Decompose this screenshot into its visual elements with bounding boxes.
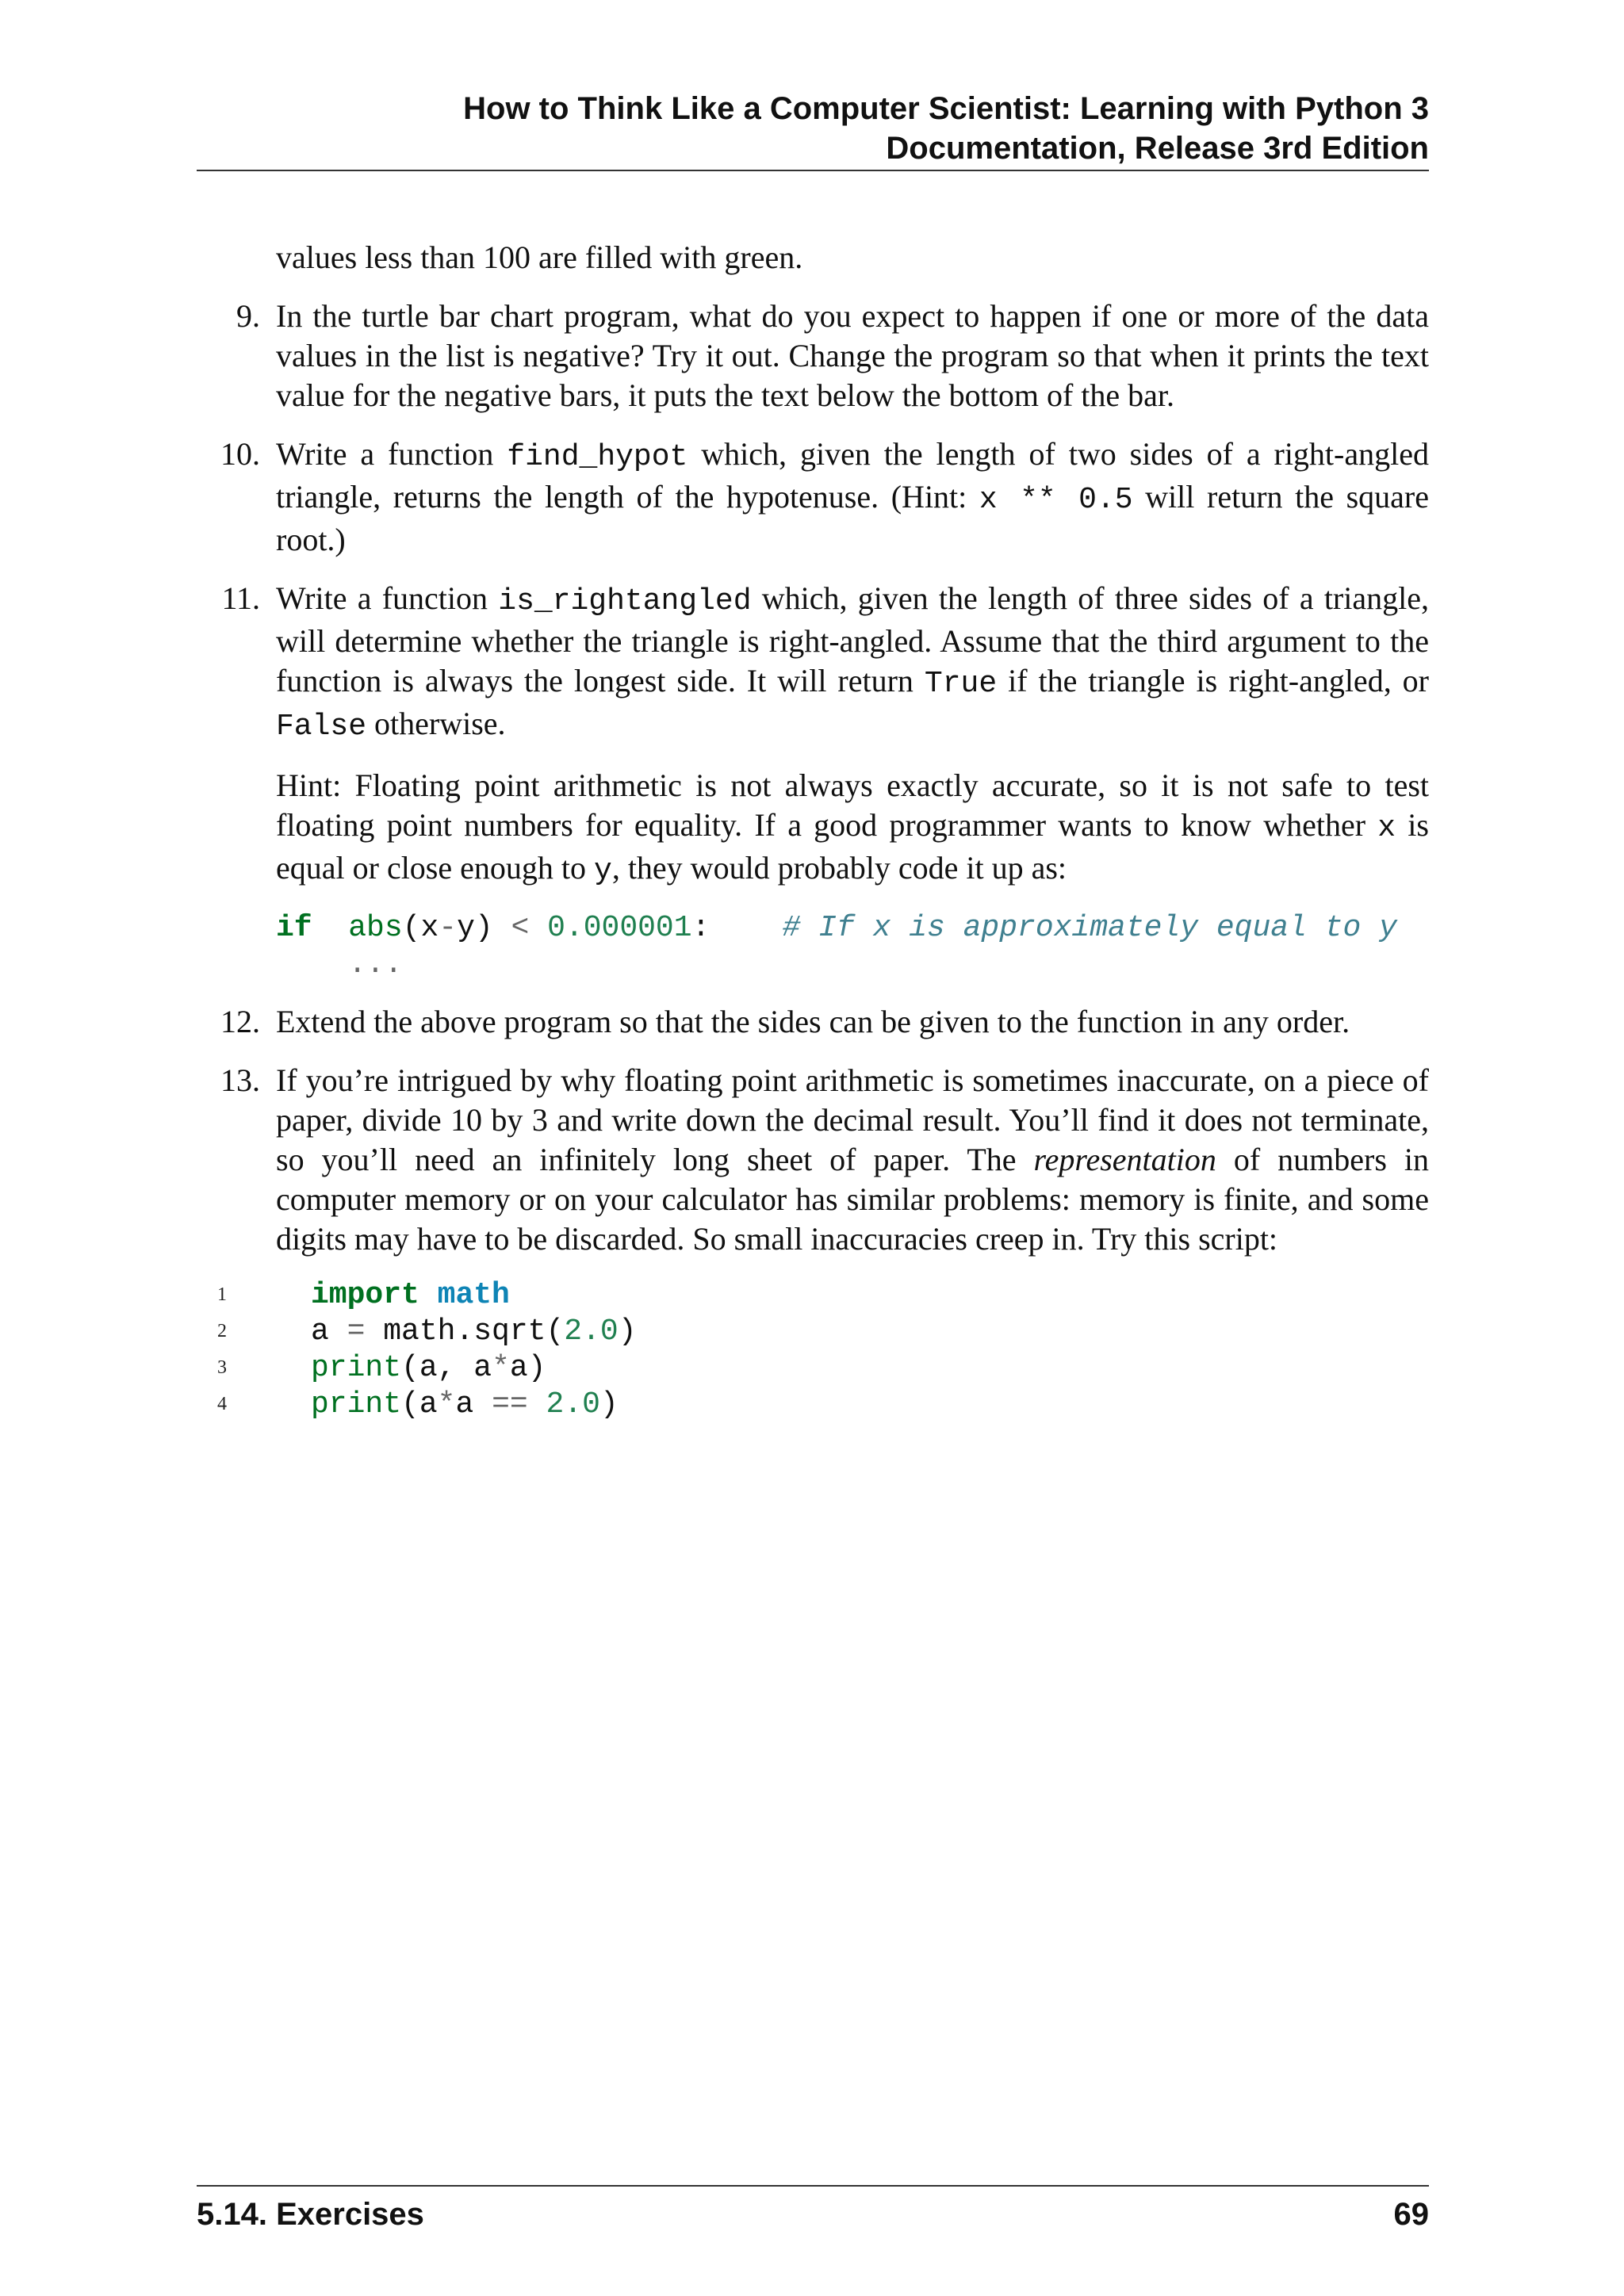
number-literal: 2.0 [564,1314,619,1349]
inline-code: False [276,710,367,744]
ellipsis: ... [348,947,403,982]
code-text: (a [401,1387,438,1422]
operator: - [439,911,458,945]
text-run: otherwise. [366,706,506,741]
exercise-list [197,238,1429,1278]
code-text: ) [618,1314,637,1349]
code-comment: # If x is approximately equal to y [782,911,1397,945]
inline-code: x ** 0.5 [979,483,1133,517]
text-run: is equal or close enough to [276,807,1429,886]
text-run: will return the square root.) [276,479,1430,557]
code-text: (x [402,911,439,945]
exercise-text: Extend the above program so that the sides can be given to the function in any order. [276,1004,1350,1039]
running-header [197,89,1429,168]
module-name: math [437,1277,510,1312]
line-number: 2 [217,1320,227,1341]
operator: = [347,1314,366,1349]
keyword: import [311,1277,419,1312]
code-line [197,1349,1429,1386]
emphasis: representation [1033,1142,1216,1177]
exercise-number: 10. [220,436,260,472]
text-run: Write a function [276,436,508,472]
operator: < [511,911,530,945]
inline-code: is_rightangled [498,584,752,618]
text-run: of numbers in computer memory or on your calculator has similar problems: memory is finite, and some digits may have to be discarded. So small inaccuracies creep in. Try this script: [276,1142,1430,1257]
code-text: : [691,911,710,945]
code-text: math.sqrt( [365,1314,565,1349]
builtin: abs [348,911,403,945]
operator: == [492,1387,528,1422]
code-text: a) [509,1350,546,1385]
exercise-13 [197,1061,1429,1259]
builtin: print [311,1387,402,1422]
code-snippet [276,910,1429,983]
exercise-number: 9. [236,298,260,334]
text-run: if the triangle is right-angled, or [997,663,1429,698]
text-run: If you’re intrigued by why floating point arithmetic is sometimes inaccurate, on a piece of paper, divide 10 by 3 and write down the decimal result. You’ll find it does not terminate, so you’ll need an infinitely long sheet of paper. The [276,1062,1429,1177]
exercise-text: In the turtle bar chart program, what do you expect to happen if one or more of the data values in the list is negative? Try it out. Change the program so that when it prints the text value for the negative bars, it puts the text below the bottom of the bar. [276,298,1429,413]
operator: * [437,1387,456,1422]
code-text: y) [457,911,511,945]
line-number: 1 [217,1284,227,1305]
footer-divider [197,2185,1429,2187]
page-number: 69 [1393,2197,1429,2232]
operator: * [492,1350,510,1385]
code-line [197,1313,1429,1349]
line-number: 4 [217,1393,227,1414]
code-listing [197,1276,1429,1422]
text-run: which, given the length of two sides of a right-angled triangle, returns the length of the hypotenuse. (Hint: [276,436,1429,515]
header-divider [197,170,1429,171]
continued-text: values less than 100 are filled with green. [276,239,803,275]
exercise-text [276,579,1429,747]
exercise-12 [197,1002,1429,1042]
text-run: Hint: Floating point arithmetic is not always exactly accurate, so it is not safe to test floating point numbers for equality. If a good programmer wants to know whether [276,767,1429,843]
code-text: ) [599,1387,619,1422]
exercise-number: 11. [221,580,260,616]
exercise-text [276,434,1429,560]
code-line [197,1386,1429,1422]
running-footer [197,2193,1429,2236]
code-line [197,1276,1429,1313]
text-run: Write a function [276,580,499,616]
exercise-number: 12. [220,1004,260,1039]
inline-code: y [594,854,612,888]
exercise-number: 13. [220,1062,260,1098]
inline-code: find_hypot [507,440,688,474]
inline-code: x [1377,811,1396,845]
hint-paragraph [276,766,1429,891]
exercise-text [276,1061,1429,1259]
text-run: which, given the length of three sides of a triangle, will determine whether the triangle is right-angled. Assume that the third argument to the function is always the longest side. It will return [276,580,1429,698]
exercise-11 [197,579,1429,983]
inline-code: True [924,667,998,701]
section-title: 5.14. Exercises [197,2197,424,2232]
code-text: (a, a [401,1350,492,1385]
keyword: if [276,911,312,945]
header-line-2: Documentation, Release 3rd Edition [886,131,1429,166]
line-number: 3 [217,1357,227,1378]
exercise-9 [197,297,1429,415]
text-run: , they would probably code it up as: [611,850,1067,886]
builtin: print [311,1350,402,1385]
number-literal: 2.0 [527,1387,600,1422]
code-text: a [311,1314,347,1349]
number-literal: 0.000001 [529,911,692,945]
exercise-10 [197,434,1429,560]
header-line-1: How to Think Like a Computer Scientist: Learning with Python 3 [463,91,1429,126]
code-text: a [455,1387,492,1422]
